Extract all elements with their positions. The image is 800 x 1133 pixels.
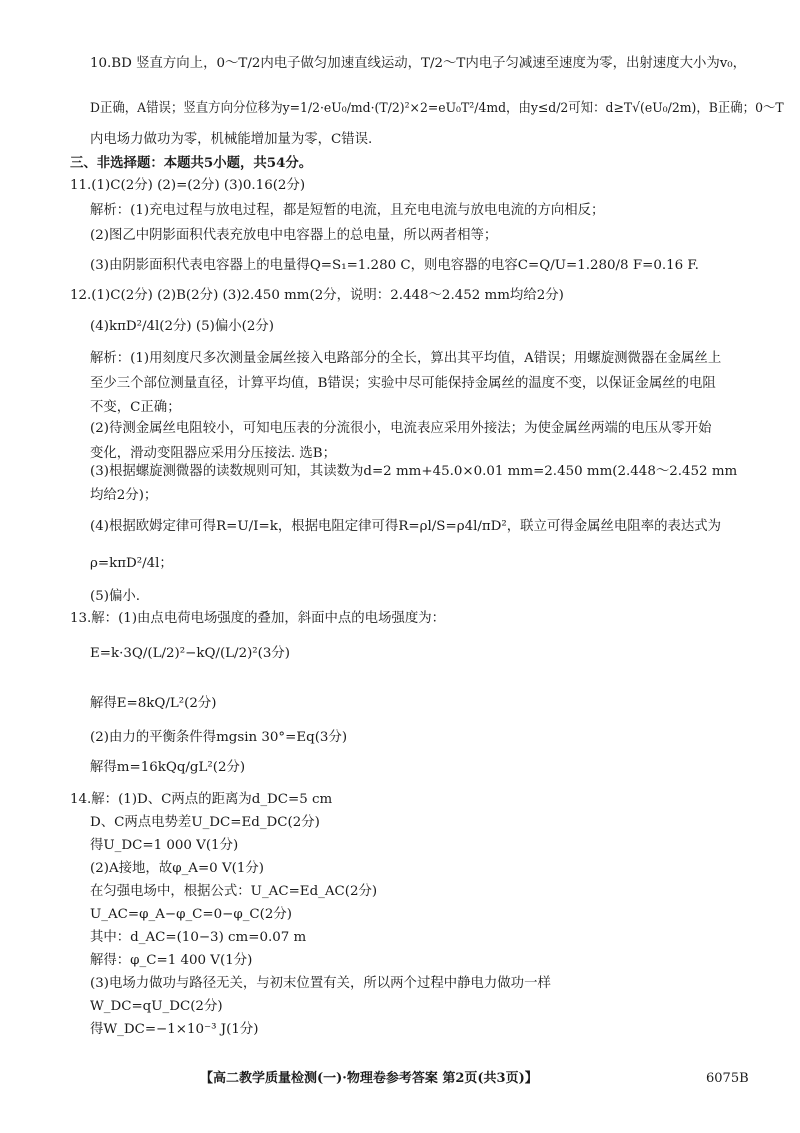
text-line: 14.解：(1)D、C两点的距离为d_DC=5 cm (70, 792, 333, 807)
text-line: 13.解：(1)由点电荷电场强度的叠加，斜面中点的电场强度为： (70, 611, 446, 626)
text-line: E=k·3Q/(L/2)²−kQ/(L/2)²(3分) (90, 646, 291, 661)
text-line: ρ=kπD²/4l； (90, 556, 173, 571)
text-line: (3)根据螺旋测微器的读数规则可知，其读数为d=2 mm+45.0×0.01 mm=2.450 mm(2.448～2.452 mm (90, 464, 738, 479)
text-line: (2)图乙中阴影面积代表充放电中电容器上的总电量，所以两者相等； (90, 228, 498, 243)
footer-code: 6075B (706, 1071, 749, 1086)
text-line: 12.(1)C(2分) (2)B(2分) (3)2.450 mm(2分，说明：2.448～2.452 mm均给2分) (70, 288, 564, 303)
text-line: 其中：d_AC=(10−3) cm=0.07 m (90, 930, 307, 945)
text-line: (4)根据欧姆定律可得R=U/I=k，根据电阻定律可得R=ρl/S=ρ4l/πD²，联立可得金属丝电阻率的表达式为 (90, 519, 722, 534)
text-line: (5)偏小. (90, 589, 141, 604)
text-line: 得U_DC=1 000 V(1分) (90, 838, 239, 853)
text-line: 在匀强电场中，根据公式：U_AC=Ed_AC(2分) (90, 884, 378, 899)
text-line: 解析：(1)充电过程与放电过程，都是短暂的电流，且充电电流与放电电流的方向相反； (90, 203, 605, 218)
text-line: 10.BD 竖直方向上，0～T/2内电子做匀加速直线运动，T/2～T内电子匀减速至速度为零，出射速度大小为v₀， (90, 56, 747, 71)
text-line: 解得：φ_C=1 400 V(1分) (90, 953, 253, 968)
text-line: 解得m=16kQq/gL²(2分) (90, 760, 246, 775)
text-line: D、C两点电势差U_DC=Ed_DC(2分) (90, 815, 320, 830)
text-line: W_DC=qU_DC(2分) (90, 999, 223, 1014)
text-line: (3)电场力做功与路径无关，与初末位置有关，所以两个过程中静电力做功一样 (90, 976, 551, 991)
text-line: 不变，C正确； (90, 400, 181, 415)
text-line: (4)kπD²/4l(2分) (5)偏小(2分) (90, 319, 275, 334)
text-line: (2)A接地，故φ_A=0 V(1分) (90, 861, 264, 876)
text-line: (3)由阴影面积代表电容器上的电量得Q=S₁=1.280 C，则电容器的电容C=Q/U=1.280/8 F=0.16 F. (90, 258, 699, 273)
text-line: 11.(1)C(2分) (2)=(2分) (3)0.16(2分) (70, 178, 306, 193)
text-line: (2)待测金属丝电阻较小，可知电压表的分流很小，电流表应采用外接法；为使金属丝两端的电压从零开始 (90, 421, 712, 436)
text-line: 至少三个部位测量直径，计算平均值，B错误；实验中尽可能保持金属丝的温度不变，以保证金属丝的电阻 (90, 376, 716, 391)
text-line: 均给2分)； (90, 488, 158, 503)
text-line: 得W_DC=−1×10⁻³ J(1分) (90, 1022, 259, 1037)
text-line: 内电场力做功为零，机械能增加量为零，C错误. (90, 132, 373, 147)
text-line: D正确，A错误；竖直方向分位移为y=1/2·eU₀/md·(T/2)²×2=eU₀T²/4md，由y≤d/2可知：d≥T√(eU₀/2m)，B正确；0～T (90, 101, 784, 116)
page-footer: 【高二教学质量检测(一)·物理卷参考答案 第2页(共3页)】 (200, 1071, 538, 1086)
section-heading: 三、非选择题：本题共5小题，共54分。 (70, 155, 313, 171)
text-line: 解得E=8kQ/L²(2分) (90, 696, 217, 711)
text-line: 解析：(1)用刻度尺多次测量金属丝接入电路部分的全长，算出其平均值，A错误；用螺旋测微器在金属丝上 (90, 351, 722, 366)
text-line: 变化，滑动变阻器应采用分压接法. 选B； (90, 446, 336, 461)
text-line: (2)由力的平衡条件得mgsin 30°=Eq(3分) (90, 730, 348, 745)
text-line: U_AC=φ_A−φ_C=0−φ_C(2分) (90, 907, 293, 922)
